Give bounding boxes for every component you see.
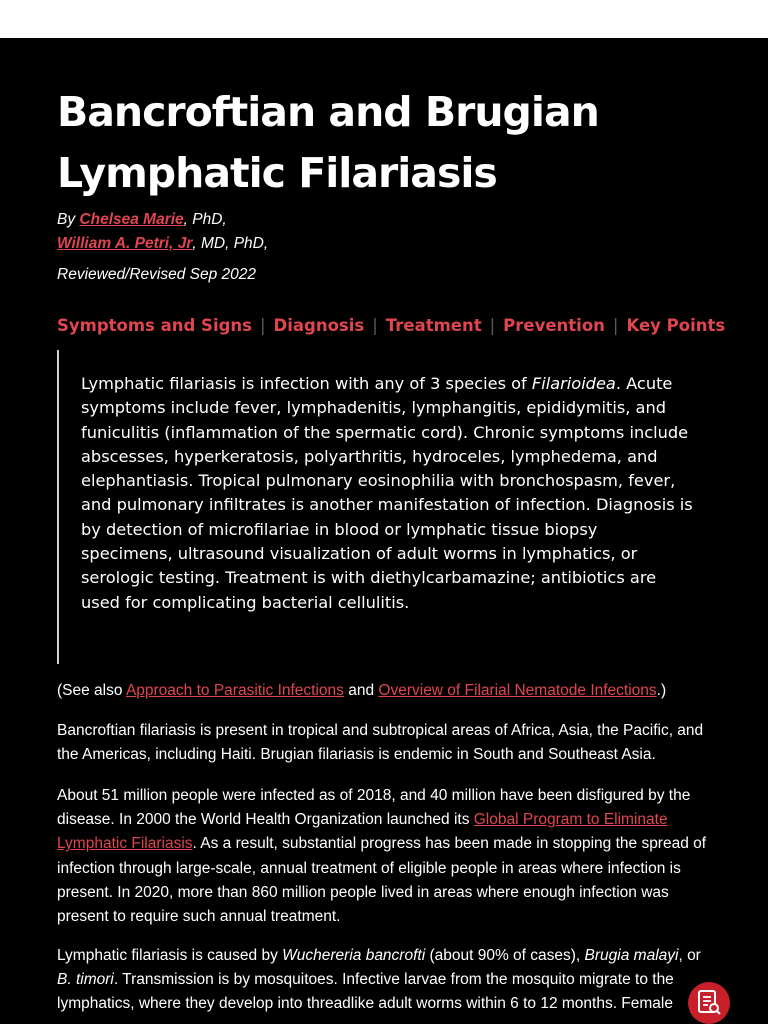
section-nav [57,316,725,335]
summary-text: Lymphatic filariasis is infection with any of 3 species of Filarioidea. Acute symptoms include fever, lymphadenitis, lymphangitis, epididymitis, and funiculitis (inflammation of the spermatic cord). Chronic symptoms include abscesses, hyperkeratosis, polyarthritis, hydroceles, lymphedema, and elephantiasis. Tropical pulmonary eosinophilia with bronchospasm, fever, and pulmonary infiltrates is another manifestation of infection. Diagnosis is by detection of microfilariae in blood or lymphatic tissue biopsy specimens, ultrasound visualization of adult worms in lymphatics, or serologic testing. Treatment is with diethylcarbamazine; antibiotics are used for complicating bacterial cellulitis. [81,374,693,612]
byline [57,208,268,255]
link-global-program[interactable]: Global Program to Eliminate Lymphatic Filariasis [57,811,668,853]
toc-key-points[interactable]: Key Points [626,316,726,335]
toc-prevention[interactable]: Prevention [503,316,605,335]
author-link-william-petri[interactable]: William A. Petri, Jr [57,234,193,252]
paragraph-epidemiology: About 51 million people were infected as of 2018, and 40 million have been disfigured by the disease. In 2000 the World Health Organization launched its Global Program to Eliminate Lymphatic Filariasis. As a result, substantial progress has been made in stopping the spread of infection through large-scale, annual treatment of eligible people in areas where infection is present. In 2020, more than 860 million people lived in areas where enough infection was present to require such annual treatment. [57,787,707,926]
reviewed-date: Reviewed/Revised Sep 2022 [57,266,257,283]
toc-diagnosis[interactable]: Diagnosis [273,316,365,335]
toc-treatment[interactable]: Treatment [385,316,482,335]
document-search-button[interactable] [688,982,730,1024]
paragraph-distribution: Bancroftian filariasis is present in tropical and subtropical areas of Africa, Asia, the Pacific, and the Americas, including Haiti. Brugian filariasis is endemic in South and Southeast Asia. [57,722,704,764]
see-also: (See also Approach to Parasitic Infections and Overview of Filarial Nematode Infections.) [57,682,667,699]
toc-symptoms-and-signs[interactable]: Symptoms and Signs [57,316,252,335]
document-search-icon [696,989,722,1017]
page-title: Bancroftian and Brugian Lymphatic Filariasis [57,88,599,197]
toc-separator: | [372,316,378,335]
author2-credentials: , MD, PhD, [192,234,269,252]
top-bar [0,0,768,38]
toc-separator: | [612,316,619,335]
author-link-chelsea-marie[interactable]: Chelsea Marie [79,211,184,228]
link-overview-of-filarial-nematode-infections[interactable]: Overview of Filarial Nematode Infections [378,682,657,699]
summary-box [57,350,699,664]
author1-credentials: , PhD, [183,211,227,228]
toc-separator: | [259,316,266,335]
paragraph-etiology: Lymphatic filariasis is caused by Wuchereria bancrofti (about 90% of cases), Brugia malayi, or B. timori. Transmission is by mosquitoes. Infective larvae from the mosquito migrate to the lymphatics, where they develop into threadlike adult worms within 6 to 12 months. Female [57,947,701,1013]
toc-separator: | [489,316,496,335]
link-approach-to-parasitic-infections[interactable]: Approach to Parasitic Infections [125,682,344,699]
byline-prefix: By [57,211,80,228]
